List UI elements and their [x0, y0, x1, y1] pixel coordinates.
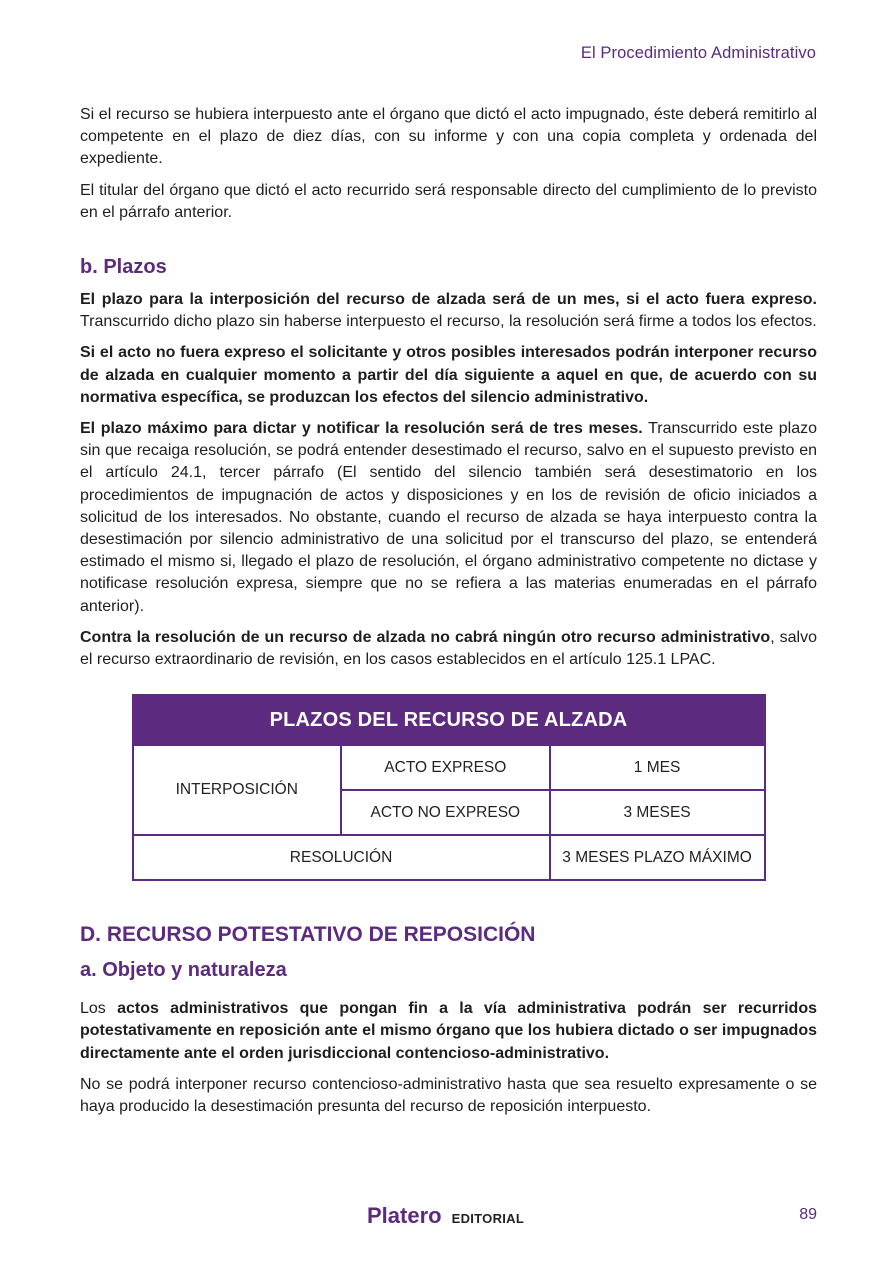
- paragraph: [80, 998, 817, 1065]
- paragraph: [80, 627, 817, 671]
- table-cell-acto-no-expreso: ACTO NO EXPRESO: [341, 790, 550, 835]
- paragraph: No se podrá interponer recurso contencioso-administrativo hasta que sea resuelto expresamente o se haya producido la desestimación presunta del recurso de reposición interpuesto.: [80, 1075, 817, 1116]
- publisher-name: Platero: [367, 1203, 442, 1228]
- text: , salvo el recurso extraordinario de revisión, en los casos establecidos en el artículo 125.1 LPAC.: [80, 628, 817, 669]
- publisher-logo: [367, 1203, 524, 1229]
- table-cell-resolucion-plazo: 3 MESES PLAZO MÁXIMO: [550, 835, 765, 880]
- bold-text: Contra la resolución de un recurso de alzada no cabrá ningún otro recurso administrativo: [80, 628, 771, 646]
- paragraph: El titular del órgano que dictó el acto recurrido será responsable directo del cumplimiento de lo previsto en el párrafo anterior.: [80, 181, 817, 221]
- table-cell-acto-expreso: ACTO EXPRESO: [341, 745, 550, 790]
- publisher-subtitle: EDITORIAL: [451, 1211, 525, 1226]
- paragraph: [80, 418, 817, 618]
- paragraph: Si el recurso se hubiera interpuesto ante el órgano que dictó el acto impugnado, éste deberá remitirlo al competente en el plazo de diez días, con su informe y con una copia completa y ordenada del expediente.: [80, 106, 817, 168]
- text: Transcurrido dicho plazo sin haberse interpuesto el recurso, la resolución será firme a todos los efectos.: [80, 313, 817, 331]
- bold-text: El plazo para la interposición del recurso de alzada será de un mes, si el acto fuera expreso.: [80, 291, 817, 309]
- running-head-title: El Procedimiento Administrativo: [580, 44, 816, 62]
- page-number: 89: [799, 1206, 817, 1223]
- text: Transcurrido este plazo sin que recaiga resolución, se podrá entender desestimado el recurso, salvo en el supuesto previsto en el artículo 24.1, tercer párrafo (El sentido del silencio también será desestimatorio en los procedimientos de impugnación de actos y disposiciones y en los de revisión de oficio iniciados a solicitud de los interesados. No obstante, cuando el recurso de alzada se haya interpuesto contra la desestimación por silencio administrativo de una solicitud por el transcurso del plazo, se entenderá estimado el mismo si, llegado el plazo de resolución, el órgano administrativo competente no dictase y notificase resolución expresa, siempre que no se refiera a las materias enumeradas en el párrafo anterior).: [80, 420, 817, 615]
- table-cell-resolucion: RESOLUCIÓN: [133, 835, 550, 880]
- table-title: PLAZOS DEL RECURSO DE ALZADA: [133, 695, 765, 745]
- table-cell-interposicion: INTERPOSICIÓN: [133, 745, 342, 835]
- paragraph: Si el acto no fuera expreso el solicitante y otros posibles interesados podrán interponer recurso de alzada en cualquier momento a partir del día siguiente a aquel en que, de acuerdo con su normativa específica, se produzcan los efectos del silencio administrativo.: [80, 344, 817, 406]
- text: Los: [80, 1000, 118, 1018]
- bold-text: El plazo máximo para dictar y notificar la resolución será de tres meses.: [80, 420, 643, 438]
- page-content: [80, 104, 817, 1127]
- section-heading-reposicion: D. RECURSO POTESTATIVO DE REPOSICIÓN: [80, 923, 536, 947]
- plazos-table: [132, 694, 766, 881]
- table-cell-acto-expreso-plazo: 1 MES: [550, 745, 765, 790]
- section-heading-plazos: b. Plazos: [80, 256, 167, 279]
- table-cell-acto-no-expreso-plazo: 3 MESES: [550, 790, 765, 835]
- paragraph: [80, 289, 817, 333]
- bold-text: actos administrativos que pongan fin a la vía administrativa podrán ser recurridos potestativamente en reposición ante el mismo órgano que los hubiera dictado o ser impugnados directamente ante el orden jurisdiccional contencioso-administrativo.: [80, 1000, 818, 1062]
- subsection-heading-objeto: a. Objeto y naturaleza: [80, 959, 287, 982]
